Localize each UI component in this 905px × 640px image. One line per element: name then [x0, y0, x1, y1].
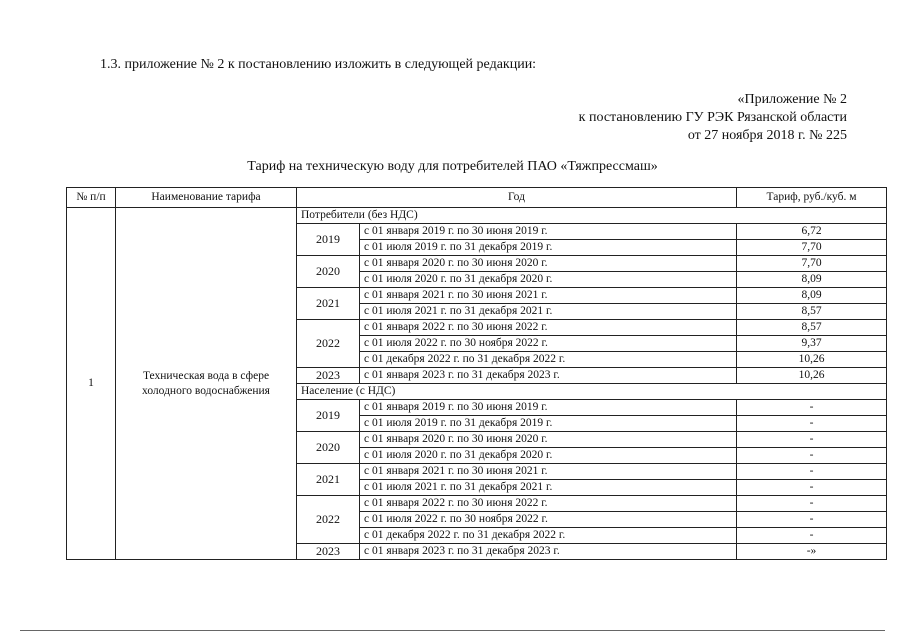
- tariff-value-cell: 8,09: [737, 288, 887, 304]
- period-cell: с 01 декабря 2022 г. по 31 декабря 2022 г.: [360, 528, 737, 544]
- year-cell: 2023: [297, 368, 360, 384]
- intro-paragraph: 1.3. приложение № 2 к постановлению изложить в следующей редакции:: [100, 57, 537, 72]
- tariff-value-cell: 8,57: [737, 320, 887, 336]
- tariff-value-cell: -: [737, 528, 887, 544]
- period-cell: с 01 января 2023 г. по 31 декабря 2023 г.: [360, 544, 737, 560]
- tariff-value-cell: 9,37: [737, 336, 887, 352]
- tariff-value-cell: 7,70: [737, 240, 887, 256]
- period-cell: с 01 июля 2022 г. по 30 ноября 2022 г.: [360, 512, 737, 528]
- tariff-value-cell: -: [737, 480, 887, 496]
- page-bottom-rule: [20, 630, 885, 631]
- period-cell: с 01 января 2021 г. по 30 июня 2021 г.: [360, 464, 737, 480]
- period-cell: с 01 июля 2020 г. по 31 декабря 2020 г.: [360, 272, 737, 288]
- period-cell: с 01 июля 2021 г. по 31 декабря 2021 г.: [360, 480, 737, 496]
- row-number-cell: 1: [67, 208, 116, 560]
- header-tariff-name: Наименование тарифа: [116, 188, 297, 208]
- period-cell: с 01 января 2023 г. по 31 декабря 2023 г.: [360, 368, 737, 384]
- tariff-name-cell: Техническая вода в сфере холодного водоснабжения: [116, 208, 297, 560]
- period-cell: с 01 января 2021 г. по 30 июня 2021 г.: [360, 288, 737, 304]
- period-cell: с 01 декабря 2022 г. по 31 декабря 2022 г.: [360, 352, 737, 368]
- appendix-reference: [579, 91, 847, 145]
- tariff-value-cell: 6,72: [737, 224, 887, 240]
- group-row: [67, 208, 887, 224]
- year-cell: 2019: [297, 400, 360, 432]
- year-cell: 2023: [297, 544, 360, 560]
- period-cell: с 01 января 2019 г. по 30 июня 2019 г.: [360, 224, 737, 240]
- tariff-value-cell: -: [737, 416, 887, 432]
- tariff-value-cell: -»: [737, 544, 887, 560]
- appendix-line-3: от 27 ноября 2018 г. № 225: [687, 128, 847, 143]
- tariff-value-cell: 8,57: [737, 304, 887, 320]
- period-cell: с 01 января 2020 г. по 30 июня 2020 г.: [360, 256, 737, 272]
- tariff-value-cell: -: [737, 512, 887, 528]
- tariff-value-cell: 8,09: [737, 272, 887, 288]
- table-header-row: [67, 188, 887, 208]
- period-cell: с 01 июля 2021 г. по 31 декабря 2021 г.: [360, 304, 737, 320]
- period-cell: с 01 июля 2020 г. по 31 декабря 2020 г.: [360, 448, 737, 464]
- tariff-value-cell: -: [737, 464, 887, 480]
- header-year: Год: [297, 188, 737, 208]
- header-tariff-value: Тариф, руб./куб. м: [737, 188, 887, 208]
- tariff-value-cell: -: [737, 448, 887, 464]
- year-cell: 2019: [297, 224, 360, 256]
- tariff-value-cell: -: [737, 432, 887, 448]
- period-cell: с 01 июля 2019 г. по 31 декабря 2019 г.: [360, 416, 737, 432]
- year-cell: 2021: [297, 288, 360, 320]
- appendix-line-2: к постановлению ГУ РЭК Рязанской области: [578, 110, 847, 125]
- tariff-value-cell: -: [737, 400, 887, 416]
- period-cell: с 01 июля 2019 г. по 31 декабря 2019 г.: [360, 240, 737, 256]
- year-cell: 2022: [297, 496, 360, 544]
- header-number: № п/п: [67, 188, 116, 208]
- year-cell: 2022: [297, 320, 360, 368]
- period-cell: с 01 января 2022 г. по 30 июня 2022 г.: [360, 320, 737, 336]
- tariff-value-cell: 10,26: [737, 352, 887, 368]
- year-cell: 2020: [297, 256, 360, 288]
- document-title: Тариф на техническую воду для потребителей ПАО «Тяжпрессмаш»: [247, 159, 658, 174]
- tariff-table-body: [67, 208, 887, 560]
- consumer-group-label: Население (с НДС): [297, 384, 887, 400]
- tariff-value-cell: -: [737, 496, 887, 512]
- tariff-table: [66, 187, 887, 560]
- period-cell: с 01 января 2020 г. по 30 июня 2020 г.: [360, 432, 737, 448]
- consumer-group-label: Потребители (без НДС): [297, 208, 887, 224]
- appendix-line-1: «Приложение № 2: [737, 92, 847, 107]
- year-cell: 2020: [297, 432, 360, 464]
- period-cell: с 01 января 2019 г. по 30 июня 2019 г.: [360, 400, 737, 416]
- year-cell: 2021: [297, 464, 360, 496]
- period-cell: с 01 января 2022 г. по 30 июня 2022 г.: [360, 496, 737, 512]
- tariff-value-cell: 10,26: [737, 368, 887, 384]
- period-cell: с 01 июля 2022 г. по 30 ноября 2022 г.: [360, 336, 737, 352]
- tariff-value-cell: 7,70: [737, 256, 887, 272]
